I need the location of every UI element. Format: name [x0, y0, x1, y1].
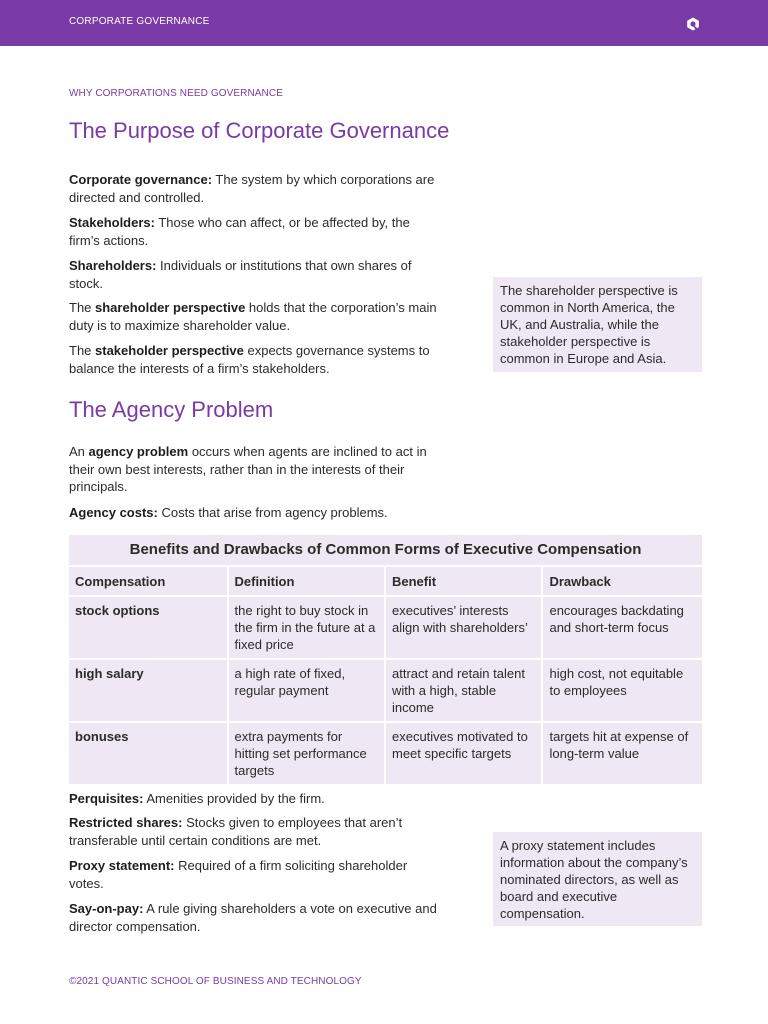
definition-proxy-statement: Proxy statement: Required of a firm soliciting shareholder votes. — [69, 858, 408, 891]
table-cell: encourages backdating and short-term focus — [543, 597, 702, 658]
table-header-cell: Benefit — [386, 567, 541, 595]
table-cell: executives’ interests align with shareholders’ — [386, 597, 541, 658]
sidenote-proxy-statement: A proxy statement includes information about the company’s nominated directors, as well as board and executive compensation. — [493, 832, 702, 926]
definition-shareholders: Shareholders: Individuals or institutions that own shares of stock. — [69, 258, 412, 291]
table-cell: high cost, not equitable to employees — [543, 660, 702, 721]
shareholder-perspective-text: The shareholder perspective holds that the corporation’s main duty is to maximize shareholder value. — [69, 300, 437, 333]
table-cell: the right to buy stock in the firm in the future at a fixed price — [229, 597, 384, 658]
header-bar — [0, 0, 768, 46]
compensation-table-grid — [67, 565, 704, 786]
table-cell: high salary — [69, 660, 227, 721]
table-cell: extra payments for hitting set performance targets — [229, 723, 384, 784]
table-cell: a high rate of fixed, regular payment — [229, 660, 384, 721]
table-row — [69, 597, 702, 658]
sidenote-perspectives: The shareholder perspective is common in North America, the UK, and Australia, while the stakeholder perspective is common in Europe and Asia. — [493, 277, 702, 372]
table-cell: attract and retain talent with a high, stable income — [386, 660, 541, 721]
table-header-cell: Definition — [229, 567, 384, 595]
table-row — [69, 723, 702, 784]
footer-copyright: ©2021 QUANTIC SCHOOL OF BUSINESS AND TECHNOLOGY — [69, 976, 362, 987]
table-row — [69, 660, 702, 721]
table-cell: executives motivated to meet specific targets — [386, 723, 541, 784]
table-cell: stock options — [69, 597, 227, 658]
definition-agency-costs: Agency costs: Costs that arise from agency problems. — [69, 505, 388, 520]
stakeholder-perspective-text: The stakeholder perspective expects governance systems to balance the interests of a firm’s stakeholders. — [69, 343, 430, 376]
table-title: Benefits and Drawbacks of Common Forms of Executive Compensation — [69, 535, 702, 565]
definition-corporate-governance: Corporate governance: The system by which corporations are directed and controlled. — [69, 172, 435, 205]
definition-restricted-shares: Restricted shares: Stocks given to employees that aren’t transferable until certain conditions are met. — [69, 815, 403, 848]
quantic-q-logo-icon — [686, 17, 700, 31]
page-title: The Purpose of Corporate Governance — [69, 118, 450, 143]
table-header-cell: Drawback — [543, 567, 702, 595]
definition-perquisites: Perquisites: Amenities provided by the firm. — [69, 791, 325, 806]
section-heading-agency-problem: The Agency Problem — [69, 397, 274, 422]
table-header-row — [69, 567, 702, 595]
header-title: CORPORATE GOVERNANCE — [69, 16, 210, 27]
compensation-table — [69, 535, 702, 786]
definition-say-on-pay: Say-on-pay: A rule giving shareholders a vote on executive and director compensation. — [69, 901, 437, 934]
table-cell: bonuses — [69, 723, 227, 784]
section-label: WHY CORPORATIONS NEED GOVERNANCE — [69, 88, 283, 99]
definition-stakeholders: Stakeholders: Those who can affect, or be affected by, the firm’s actions. — [69, 215, 410, 248]
definition-agency-problem: An agency problem occurs when agents are inclined to act in their own best interests, rather than in the interests of their principals. — [69, 444, 427, 494]
table-cell: targets hit at expense of long-term value — [543, 723, 702, 784]
table-header-cell: Compensation — [69, 567, 227, 595]
